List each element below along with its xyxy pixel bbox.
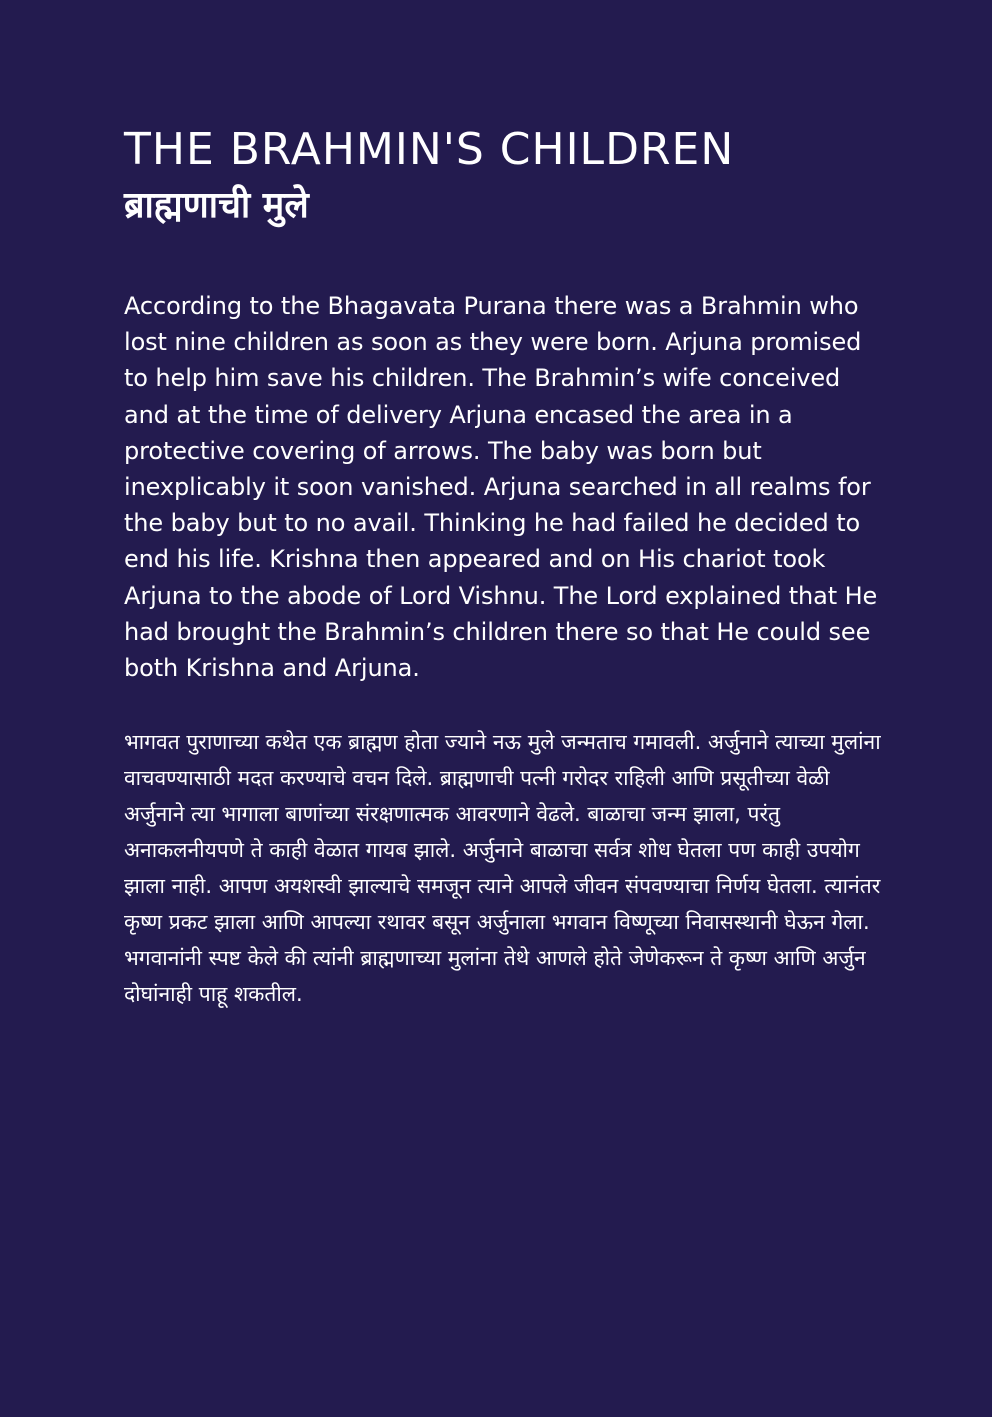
- page-content: [124, 122, 884, 1012]
- title-marathi: ब्राह्मणाची मुले: [124, 185, 309, 226]
- title-english: THE BRAHMIN'S CHILDREN: [124, 124, 735, 175]
- body-paragraph-marathi: भागवत पुराणाच्या कथेत एक ब्राह्मण होता ज्याने नऊ मुले जन्मताच गमावली. अर्जुनाने त्याच्या मुलांना वाचवण्यासाठी मदत करण्याचे वचन दिले. ब्राह्मणाची पत्नी गरोदर राहिली आणि प्रसूतीच्या वेळी अर्जुनाने त्या भागाला बाणांच्या संरक्षणात्मक आवरणाने वेढले. बाळाचा जन्म झाला, परंतु अनाकलनीयपणे ते काही वेळात गायब झाले. अर्जुनाने बाळाचा सर्वत्र शोध घेतला पण काही उपयोग झाला नाही. आपण अयशस्वी झाल्याचे समजून त्याने आपले जीवन संपवण्याचा निर्णय घेतला. त्यानंतर कृष्ण प्रकट झाला आणि आपल्या रथावर बसून अर्जुनाला भगवान विष्णूच्या निवासस्थानी घेऊन गेला. भगवानांनी स्पष्ट केले की त्यांनी ब्राह्मणाच्या मुलांना तेथे आणले होते जेणेकरून ते कृष्ण आणि अर्जुन दोघांनाही पाहू शकतील.: [124, 730, 881, 1007]
- body-paragraph-english: According to the Bhagavata Purana there was a Brahmin who lost nine children as soon as they were born. Arjuna promised to help him save his children. The Brahmin’s wife conceived and at the time of delivery Arjuna encased the area in a protective covering of arrows. The baby was born but inexplicably it soon vanished. Arjuna searched in all realms for the baby but to no avail. Thinking he had failed he decided to end his life. Krishna then appeared and on His chariot took Arjuna to the abode of Lord Vishnu. The Lord explained that He had brought the Brahmin’s children there so that He could see both Krishna and Arjuna.: [124, 292, 878, 683]
